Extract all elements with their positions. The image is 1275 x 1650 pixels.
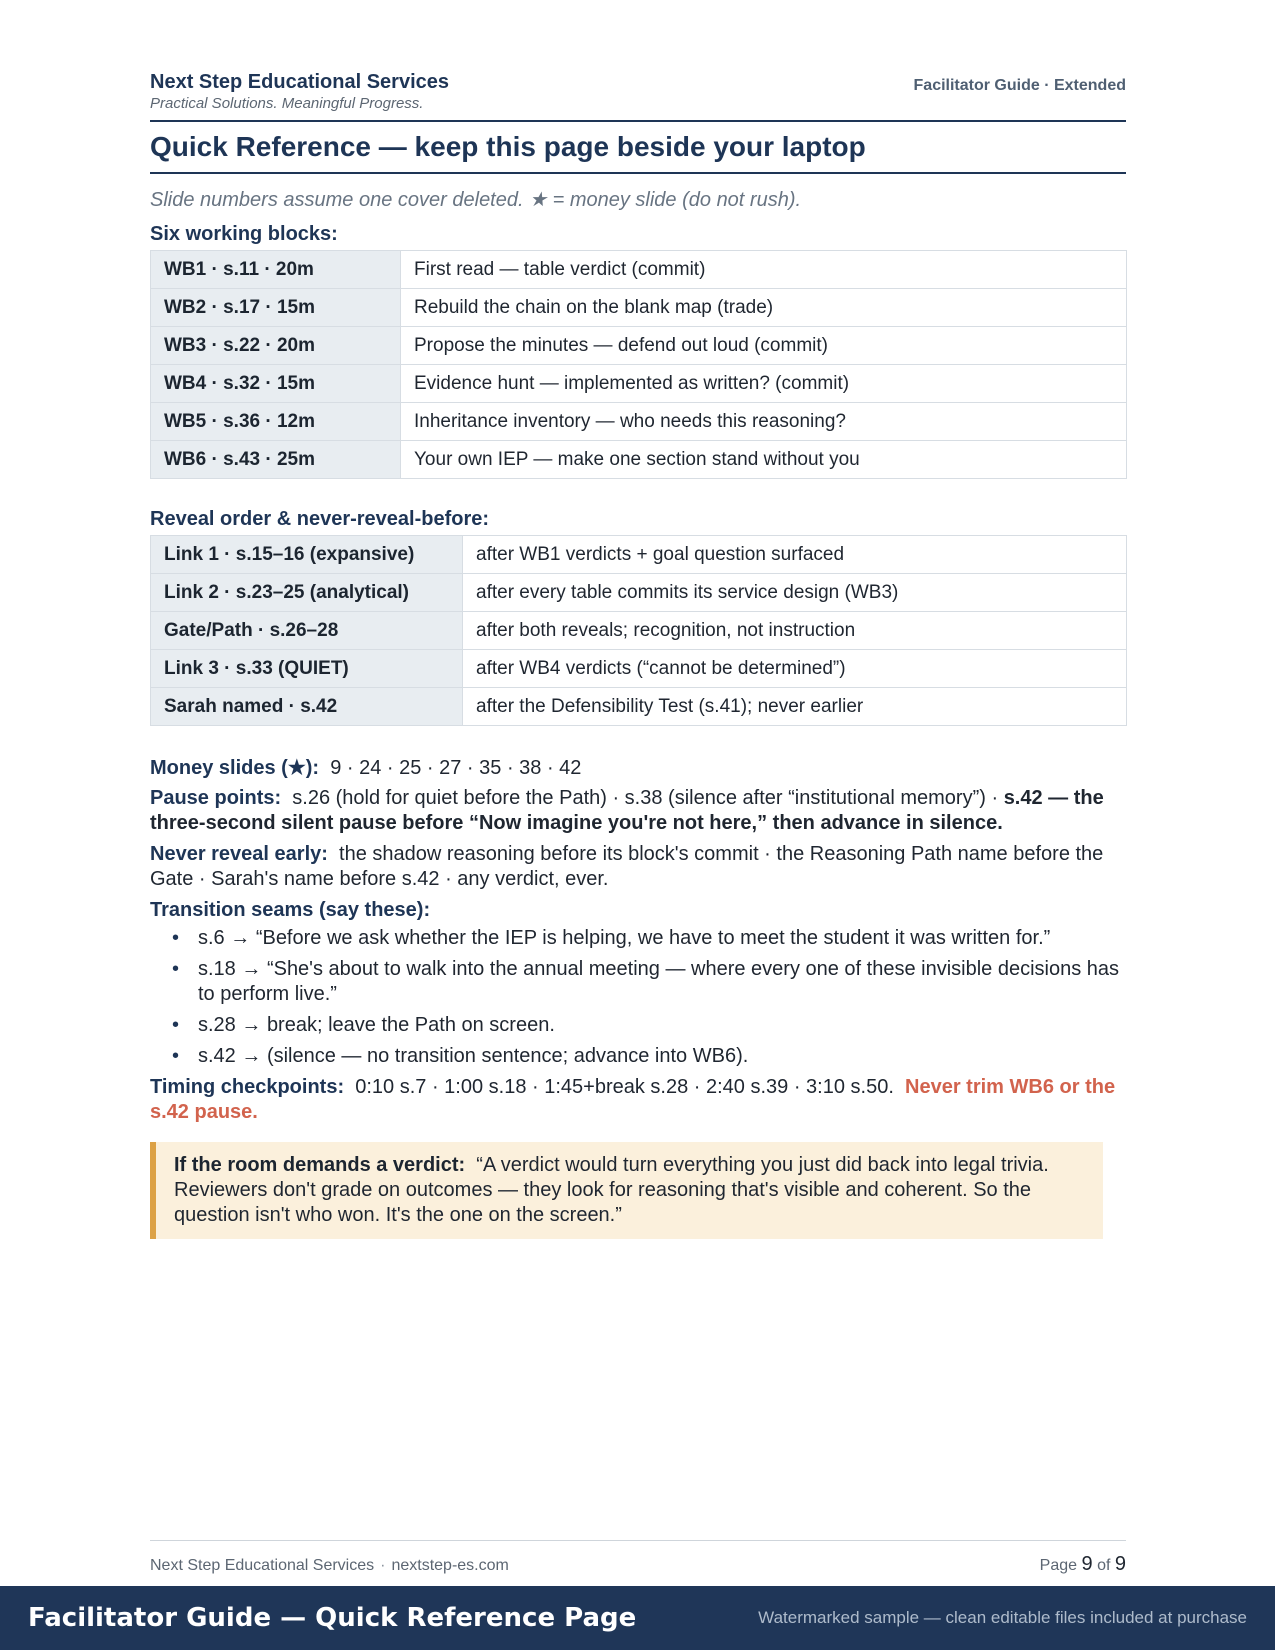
seam-text: “Before we ask whether the IEP is helping, we have to meet the student it was written for.”: [255, 927, 1051, 949]
page-header: [150, 70, 1126, 113]
seam-text: break; leave the Path on screen.: [266, 1014, 555, 1036]
bullet-icon: •: [172, 1014, 180, 1036]
block-key: WB6 · s.43 · 25m: [151, 441, 401, 479]
sample-banner: [0, 1586, 1275, 1650]
table-row: [151, 403, 1127, 441]
timing-warning: Never trim WB6 or the s.42 pause.: [150, 1076, 1116, 1123]
seam-text: “She's about to walk into the annual meeting — where every one of these invisible decisions has to perform live.”: [198, 958, 1120, 1005]
blocks-heading: Six working blocks:: [150, 223, 338, 245]
timing-text: 0:10 s.7 · 1:00 s.18 · 1:45+break s.28 · 2:40 s.39 · 3:10 s.50.: [355, 1076, 894, 1098]
doc-label: Facilitator Guide · Extended: [913, 77, 1126, 94]
money-label: Money slides (★):: [150, 757, 320, 779]
never-label: Never reveal early:: [150, 843, 328, 865]
list-item: • s.18 → “She's about to walk into the annual meeting — where every one of these invisible decisions has to perform live.”: [172, 958, 1120, 1005]
pause-label: Pause points:: [150, 787, 282, 809]
document-page: [150, 70, 1126, 1239]
money-text: 9 · 24 · 25 · 27 · 35 · 38 · 42: [330, 757, 582, 779]
pause-bold-text: s.42 — the three-second silent pause before “Now imagine you're not here,” then advance in silence.: [150, 787, 1104, 834]
table-row: [151, 688, 1127, 726]
list-item: • s.6 → “Before we ask whether the IEP is helping, we have to meet the student it was written for.”: [172, 927, 1051, 949]
callout-label: If the room demands a verdict:: [174, 1154, 466, 1176]
reveal-table: [150, 535, 1127, 726]
seam-slide: s.18: [198, 958, 236, 980]
page-total: 9: [1114, 1553, 1126, 1575]
blocks-table: [150, 250, 1127, 479]
block-key: WB5 · s.36 · 12m: [151, 403, 401, 441]
seam-slide: s.6: [198, 927, 225, 949]
org-name: Next Step Educational Services: [150, 71, 450, 93]
table-row: [151, 574, 1127, 612]
table-row: [151, 251, 1127, 289]
reveal-value: after both reveals; recognition, not instruction: [463, 612, 1127, 650]
table-row: [151, 327, 1127, 365]
list-item: • s.42 → (silence — no transition sentence; advance into WB6).: [172, 1045, 749, 1067]
table-row: [151, 365, 1127, 403]
page-title: Quick Reference — keep this page beside your laptop: [150, 131, 866, 162]
pause-text: s.26 (hold for quiet before the Path) · s.38 (silence after “institutional memory”) ·: [292, 787, 1004, 809]
org-block: [150, 70, 449, 113]
page-of-word: of: [1097, 1557, 1111, 1574]
money-slides: [150, 756, 1126, 781]
table-row: [151, 289, 1127, 327]
callout-text: “A verdict would turn everything you just did back into legal trivia. Reviewers don't grade on outcomes — they look for reasoning that's visible and coherent. So the question isn't who won. It's the one on the screen.”: [174, 1154, 1049, 1226]
table-row: [151, 612, 1127, 650]
footer-site-link[interactable]: nextstep-es.com: [391, 1557, 509, 1574]
page-number: [1040, 1553, 1126, 1576]
block-value: Rebuild the chain on the blank map (trade): [401, 289, 1127, 327]
page-word: Page: [1039, 1557, 1078, 1574]
reveal-key: Sarah named · s.42: [151, 688, 463, 726]
page-current: 9: [1081, 1553, 1093, 1575]
reveal-key: Link 3 · s.33 (QUIET): [151, 650, 463, 688]
never-reveal: [150, 842, 1126, 892]
bullet-icon: •: [172, 927, 180, 949]
timing-checkpoints: [150, 1075, 1126, 1125]
seams-heading: Transition seams (say these):: [150, 899, 431, 921]
bullet-icon: •: [172, 958, 180, 980]
reveal-key: Link 2 · s.23–25 (analytical): [151, 574, 463, 612]
table-row: [151, 536, 1127, 574]
block-value: Your own IEP — make one section stand without you: [401, 441, 1127, 479]
header-divider: [150, 120, 1126, 122]
block-value: First read — table verdict (commit): [401, 251, 1127, 289]
block-key: WB4 · s.32 · 15m: [151, 365, 401, 403]
block-value: Evidence hunt — implemented as written? (commit): [401, 365, 1127, 403]
never-text: the shadow reasoning before its block's commit · the Reasoning Path name before the Gate · Sarah's name before s.42 · any verdict, ever.: [150, 843, 1104, 890]
seam-text: (silence — no transition sentence; advance into WB6).: [266, 1045, 749, 1067]
reveal-heading: Reveal order & never-reveal-before:: [150, 508, 490, 530]
table-row: [151, 650, 1127, 688]
footer-org: Next Step Educational Services · nextstep-es.com: [150, 1557, 509, 1574]
reveal-value: after the Defensibility Test (s.41); never earlier: [463, 688, 1127, 726]
verdict-callout: [150, 1142, 1103, 1239]
page-footer: [150, 1540, 1126, 1576]
seam-slide: s.28: [198, 1014, 236, 1036]
seam-slide: s.42: [198, 1045, 236, 1067]
pause-points: [150, 786, 1126, 836]
title-divider: [150, 172, 1126, 174]
block-value: Inheritance inventory — who needs this reasoning?: [401, 403, 1127, 441]
reveal-value: after WB4 verdicts (“cannot be determined”): [463, 650, 1127, 688]
footer-org-name: Next Step Educational Services: [150, 1557, 375, 1574]
reveal-value: after every table commits its service design (WB3): [463, 574, 1127, 612]
list-item: • s.28 → break; leave the Path on screen.: [172, 1014, 555, 1036]
block-key: WB2 · s.17 · 15m: [151, 289, 401, 327]
org-tagline: Practical Solutions. Meaningful Progress.: [150, 95, 424, 112]
block-value: Propose the minutes — defend out loud (commit): [401, 327, 1127, 365]
page-subtitle: Slide numbers assume one cover deleted. ★ = money slide (do not rush).: [150, 189, 802, 211]
banner-note: Watermarked sample — clean editable files included at purchase: [758, 1608, 1247, 1627]
timing-label: Timing checkpoints:: [150, 1076, 345, 1098]
reveal-value: after WB1 verdicts + goal question surfaced: [463, 536, 1127, 574]
table-row: [151, 441, 1127, 479]
reveal-key: Link 1 · s.15–16 (expansive): [151, 536, 463, 574]
bullet-icon: •: [172, 1045, 180, 1067]
reveal-key: Gate/Path · s.26–28: [151, 612, 463, 650]
block-key: WB1 · s.11 · 20m: [151, 251, 401, 289]
banner-title: Facilitator Guide — Quick Reference Page: [28, 1603, 637, 1633]
seams-list: [150, 926, 1126, 1069]
block-key: WB3 · s.22 · 20m: [151, 327, 401, 365]
